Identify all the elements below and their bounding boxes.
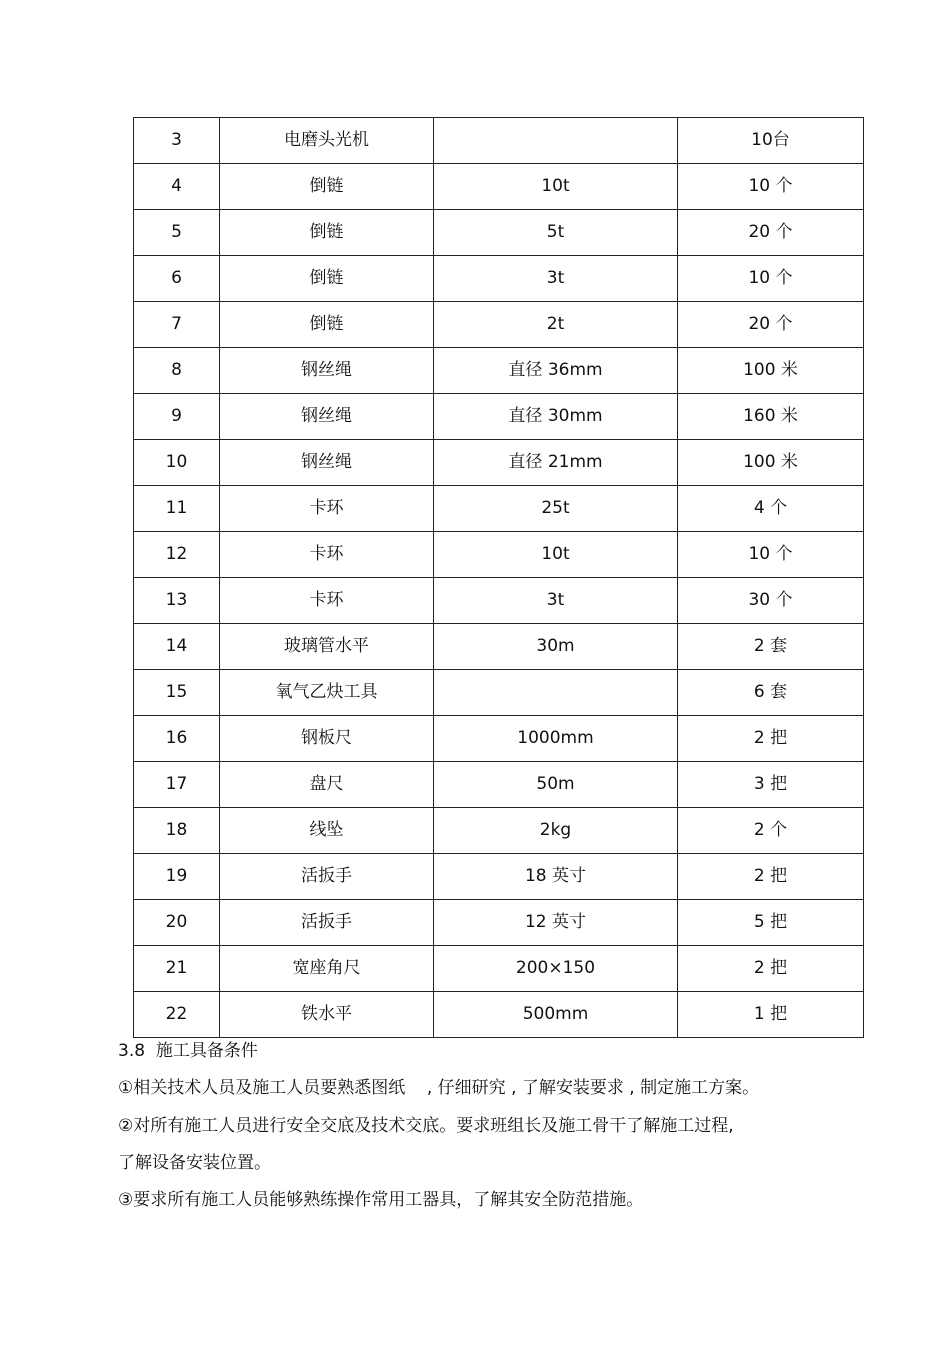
cell-quantity: 5 把 [678, 900, 864, 946]
cell-name: 盘尺 [220, 762, 434, 808]
cell-number: 6 [134, 256, 220, 302]
section-heading: 3.8 施工具备条件 [118, 1041, 258, 1061]
paragraph-2: ②对所有施工人员进行安全交底及技术交底。要求班组长及施工骨干了解施工过程, [118, 1116, 734, 1136]
cell-name: 活扳手 [220, 854, 434, 900]
table-row [134, 808, 864, 854]
cell-quantity: 30 个 [678, 578, 864, 624]
cell-number: 17 [134, 762, 220, 808]
cell-quantity: 10台 [678, 118, 864, 164]
table-row [134, 900, 864, 946]
cell-quantity: 2 套 [678, 624, 864, 670]
cell-quantity: 1 把 [678, 992, 864, 1038]
cell-spec: 18 英寸 [434, 854, 678, 900]
cell-quantity: 4 个 [678, 486, 864, 532]
table-row [134, 946, 864, 992]
cell-spec: 3t [434, 256, 678, 302]
cell-number: 7 [134, 302, 220, 348]
cell-name: 活扳手 [220, 900, 434, 946]
cell-number: 20 [134, 900, 220, 946]
cell-spec [434, 670, 678, 716]
cell-name: 钢丝绳 [220, 440, 434, 486]
cell-quantity: 160 米 [678, 394, 864, 440]
cell-quantity: 2 把 [678, 854, 864, 900]
cell-number: 11 [134, 486, 220, 532]
cell-quantity: 20 个 [678, 210, 864, 256]
cell-number: 13 [134, 578, 220, 624]
table-row [134, 118, 864, 164]
cell-name: 卡环 [220, 578, 434, 624]
cell-number: 14 [134, 624, 220, 670]
cell-name: 铁水平 [220, 992, 434, 1038]
cell-spec: 3t [434, 578, 678, 624]
cell-spec: 5t [434, 210, 678, 256]
table-row [134, 624, 864, 670]
cell-number: 15 [134, 670, 220, 716]
cell-quantity: 3 把 [678, 762, 864, 808]
cell-name: 卡环 [220, 486, 434, 532]
cell-number: 12 [134, 532, 220, 578]
cell-number: 9 [134, 394, 220, 440]
cell-name: 线坠 [220, 808, 434, 854]
cell-number: 21 [134, 946, 220, 992]
table-row [134, 394, 864, 440]
cell-number: 10 [134, 440, 220, 486]
table-row [134, 762, 864, 808]
table-row [134, 348, 864, 394]
cell-spec: 10t [434, 532, 678, 578]
cell-name: 宽座角尺 [220, 946, 434, 992]
cell-quantity: 10 个 [678, 164, 864, 210]
cell-name: 倒链 [220, 210, 434, 256]
table-row [134, 532, 864, 578]
cell-spec: 直径 21mm [434, 440, 678, 486]
cell-quantity: 100 米 [678, 348, 864, 394]
cell-quantity: 10 个 [678, 256, 864, 302]
cell-number: 18 [134, 808, 220, 854]
cell-name: 倒链 [220, 256, 434, 302]
cell-name: 倒链 [220, 302, 434, 348]
cell-quantity: 2 把 [678, 716, 864, 762]
cell-number: 19 [134, 854, 220, 900]
tools-table [133, 117, 864, 1038]
cell-quantity: 6 套 [678, 670, 864, 716]
paragraph-1: ①相关技术人员及施工人员要熟悉图纸 , 仔细研究 , 了解安装要求 , 制定施工方案。 [118, 1078, 760, 1098]
table-row [134, 486, 864, 532]
cell-spec: 12 英寸 [434, 900, 678, 946]
cell-number: 16 [134, 716, 220, 762]
cell-spec: 2kg [434, 808, 678, 854]
cell-quantity: 2 把 [678, 946, 864, 992]
paragraph-2-continued: 了解设备安装位置。 [118, 1153, 271, 1173]
cell-spec: 直径 30mm [434, 394, 678, 440]
cell-spec: 10t [434, 164, 678, 210]
cell-quantity: 10 个 [678, 532, 864, 578]
table-row [134, 670, 864, 716]
cell-name: 钢丝绳 [220, 348, 434, 394]
cell-name: 玻璃管水平 [220, 624, 434, 670]
cell-spec: 500mm [434, 992, 678, 1038]
cell-spec: 200×150 [434, 946, 678, 992]
cell-name: 氧气乙炔工具 [220, 670, 434, 716]
cell-name: 钢板尺 [220, 716, 434, 762]
table-row [134, 302, 864, 348]
cell-number: 22 [134, 992, 220, 1038]
cell-spec: 25t [434, 486, 678, 532]
table-row [134, 440, 864, 486]
cell-spec: 50m [434, 762, 678, 808]
cell-name: 倒链 [220, 164, 434, 210]
cell-spec: 1000mm [434, 716, 678, 762]
table-row [134, 210, 864, 256]
cell-spec: 30m [434, 624, 678, 670]
cell-number: 8 [134, 348, 220, 394]
cell-name: 卡环 [220, 532, 434, 578]
cell-spec [434, 118, 678, 164]
paragraph-3: ③要求所有施工人员能够熟练操作常用工器具，了解其安全防范措施。 [118, 1190, 644, 1210]
table-row [134, 992, 864, 1038]
cell-spec: 直径 36mm [434, 348, 678, 394]
cell-number: 4 [134, 164, 220, 210]
cell-name: 钢丝绳 [220, 394, 434, 440]
table-row [134, 164, 864, 210]
table-row [134, 716, 864, 762]
cell-name: 电磨头光机 [220, 118, 434, 164]
cell-number: 3 [134, 118, 220, 164]
cell-spec: 2t [434, 302, 678, 348]
tools-table-body [134, 118, 864, 1038]
cell-quantity: 20 个 [678, 302, 864, 348]
cell-quantity: 2 个 [678, 808, 864, 854]
table-row [134, 854, 864, 900]
cell-number: 5 [134, 210, 220, 256]
table-row [134, 578, 864, 624]
cell-quantity: 100 米 [678, 440, 864, 486]
table-row [134, 256, 864, 302]
